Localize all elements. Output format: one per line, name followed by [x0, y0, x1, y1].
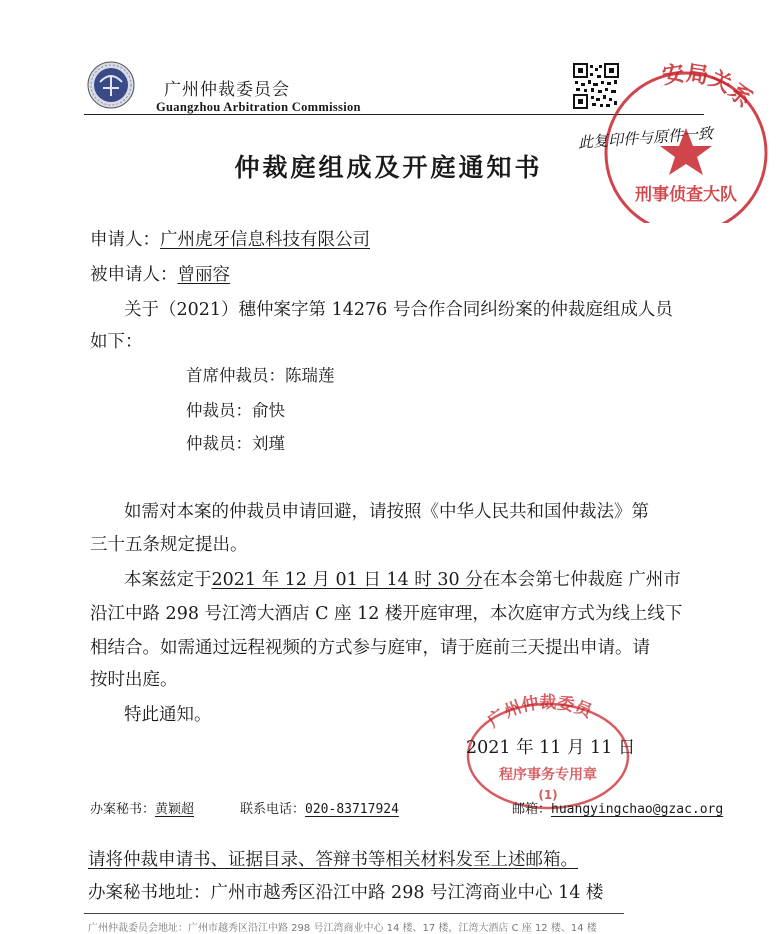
- arbitrator-name: 陈瑞莲: [285, 366, 335, 385]
- org-name-en: Guangzhou Arbitration Commission: [156, 100, 361, 114]
- hearing-datetime: 2021 年 12 月 01 日 14 时 30 分: [211, 570, 483, 590]
- arbitrator-3: [186, 430, 285, 454]
- footer-rule: [84, 913, 624, 914]
- commission-stamp-number: (1): [538, 788, 558, 802]
- materials-notice: [88, 846, 578, 871]
- hearing-line-4: 按时出庭。: [90, 670, 178, 690]
- challenge-line-2: 三十五条规定提出。: [90, 535, 248, 555]
- applicant-line: [90, 226, 370, 251]
- address-label: 办案秘书地址：: [88, 883, 211, 903]
- email-label: 邮箱：: [512, 802, 552, 817]
- arbitrator-role: 首席仲裁员：: [186, 366, 285, 385]
- address-line: [88, 879, 603, 904]
- phone-line: [240, 798, 399, 817]
- applicant-label: 申请人：: [90, 230, 160, 250]
- commission-stamp-arc-text: 广州仲裁委员: [484, 692, 595, 732]
- intro-line-1: 关于（2021）穗仲案字第 14276 号合作合同纠纷案的仲裁庭组成人员: [124, 300, 673, 320]
- hearing-line-3: 相结合。如需通过远程视频的方式参与庭审，请于庭前三天提出申请。请: [90, 638, 650, 658]
- secretary-line: [90, 798, 194, 817]
- document-title: 仲裁庭组成及开庭通知书: [234, 153, 543, 182]
- intro-line-2: 如下：: [90, 332, 143, 352]
- police-stamp-arc-text: 安局关系: [660, 61, 757, 113]
- phone-number: 020-83717924: [305, 802, 399, 817]
- arbitrator-2: [186, 397, 285, 421]
- hearing-line-1: [124, 566, 681, 591]
- issue-date: 2021 年 11 月 11 日: [466, 738, 636, 758]
- hearing-prefix: 本案兹定于: [124, 570, 212, 590]
- svg-text:广州仲裁委员: [484, 692, 597, 732]
- arbitrator-name: 刘瑾: [252, 434, 285, 453]
- email-address[interactable]: huangyingchao@gzac.org: [551, 802, 724, 817]
- applicant-name: 广州虎牙信息科技有限公司: [160, 230, 370, 250]
- respondent-label: 被申请人：: [90, 265, 178, 285]
- arbitrator-name: 俞快: [252, 401, 285, 420]
- respondent-name: 曾丽容: [177, 265, 230, 285]
- hearing-suffix: 在本会第七仲裁庭 广州市: [482, 570, 681, 590]
- arbitrator-role: 仲裁员：: [186, 434, 252, 453]
- commission-logo: [86, 60, 136, 110]
- address-value: 广州市越秀区沿江中路 298 号江湾商业中心 14 楼: [210, 883, 604, 903]
- materials-notice-text: 请将仲裁申请书、证据目录、答辩书等相关材料发至上述邮箱。: [88, 850, 578, 870]
- email-line: [512, 798, 723, 817]
- challenge-line-1: 如需对本案的仲裁员申请回避，请按照《中华人民共和国仲裁法》第: [124, 502, 649, 522]
- footer-address: 广州仲裁委员会地址：广州市越秀区沿江中路 298 号江湾商业中心 14 楼、17 楼，江湾大酒店 C 座 12 楼、14 楼: [88, 923, 597, 934]
- commission-stamp-inner-text: 程序事务专用章: [499, 767, 597, 783]
- arbitrator-role: 仲裁员：: [186, 401, 252, 420]
- closing-text: 特此通知。: [124, 705, 212, 725]
- phone-label: 联系电话：: [240, 802, 306, 817]
- secretary-name: 黄颖超: [155, 802, 195, 817]
- org-name-cn: 广州仲裁委员会: [164, 80, 290, 100]
- svg-text:安局关系: [660, 60, 757, 112]
- handwritten-certification: 此复印件与原件一致: [577, 124, 714, 152]
- secretary-label: 办案秘书：: [90, 802, 156, 817]
- hearing-line-2: 沿江中路 298 号江湾大酒店 C 座 12 楼开庭审理，本次庭审方式为线上线下: [90, 604, 683, 624]
- respondent-line: [90, 261, 230, 286]
- arbitrator-chief: [186, 362, 335, 386]
- police-stamp-bottom-text: 刑事侦查大队: [635, 185, 737, 205]
